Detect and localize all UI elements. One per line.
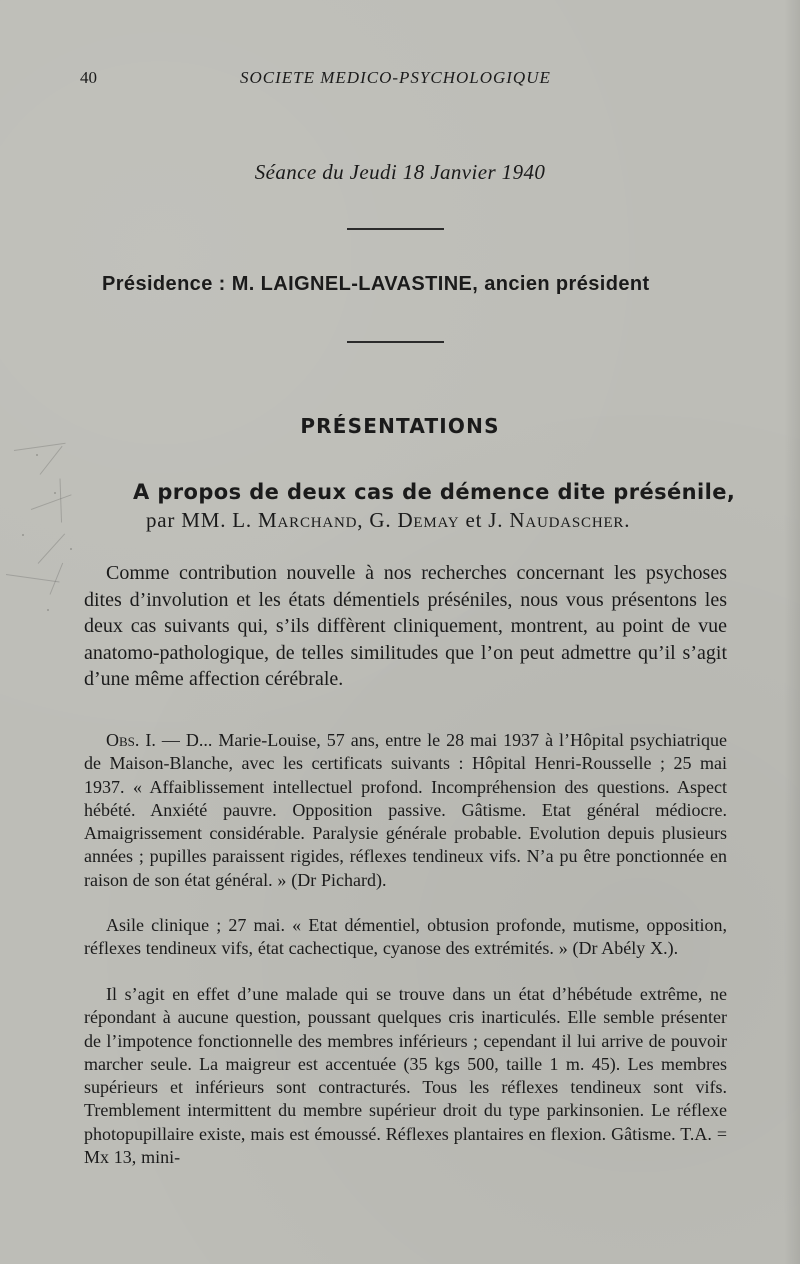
running-header	[80, 68, 720, 92]
margin-mark-line	[31, 494, 72, 510]
clinical-paragraph: Il s’agit en effet d’une malade qui se trouve dans un état d’hébétude extrême, ne répondant à aucune question, poussant quelques cris inarticulés. Elle semble présenter de l’impotence fonctionnelle des membres inférieurs ; cependant il lui arrive de pouvoir marcher seule. La maigreur est accentuée (35 kgs 500, taille 1 m. 45). Les membres supérieurs et inférieurs sont contracturés. Tous les réflexes tendineux sont vifs. Tremblement intermittent du membre supérieur droit du type parkinsonien. Le réflexe photopupillaire existe, mais est émoussé. Réflexes plantaires en flexion. Gâtisme. T.A. = Mx 13, mini-	[84, 984, 727, 1168]
margin-mark-line	[40, 446, 63, 475]
observation-label: Obs. I.	[106, 730, 156, 750]
authors-separator: , G.	[357, 508, 398, 532]
session-title: Séance du Jeudi 18 Janvier 1940	[254, 160, 546, 184]
separator-rule-bottom	[347, 341, 444, 343]
presidency-line: Présidence : M. LAIGNEL-LAVASTINE, ancien président	[102, 273, 650, 295]
authors-prefix: par MM. L.	[146, 508, 259, 532]
page-number: 40	[80, 68, 97, 87]
margin-mark-line	[60, 478, 63, 522]
observation-paragraph	[84, 729, 727, 892]
margin-mark-line	[38, 533, 66, 563]
margin-mark-dot	[54, 492, 56, 494]
author-demay: Demay	[397, 508, 460, 532]
introduction-paragraph: Comme contribution nouvelle à nos recherches concernant les psychoses dites d’involution et les états démentiels préséniles, nous vous présentons les deux cas suivants qui, s’ils diffèrent cliniquement, montrent, au point de vue anatomo-pathologique, de telles similitudes que l’on peut admettre qu’il s’agit d’une même affection cérébrale.	[84, 562, 727, 690]
authors-suffix: .	[624, 508, 631, 532]
section-heading: PRÉSENTATIONS	[300, 414, 500, 438]
margin-mark-dot	[70, 548, 72, 550]
author-marchand: Marchand	[258, 508, 358, 532]
margin-mark-line	[6, 574, 60, 583]
observation-text: — D... Marie-Louise, 57 ans, entre le 28 mai 1937 à l’Hôpital psychiatrique de Maison-Blanche, avec les certificats suivants : Hôpital Henri-Rousselle ; 25 mai 1937. « Affaiblissement intellectuel profond. Incompréhension des questions. Aspect hébété. Anxiété pauvre. Opposition passive. Gâtisme. Etat général médiocre. Amaigrissement considérable. Paralysie générale probable. Evolution depuis plusieurs années ; pupilles paraissent rigides, réflexes tendineux vifs. N’a pu être ponctionnée en raison de son état général. » (Dr Pichard).	[84, 730, 727, 890]
margin-mark-line	[50, 563, 64, 595]
article-title: A propos de deux cas de démence dite présénile,	[133, 480, 736, 504]
page-edge-shadow	[784, 0, 800, 1264]
authors-separator: et J.	[459, 508, 510, 532]
running-title: SOCIETE MEDICO-PSYCHOLOGIQUE	[240, 68, 551, 87]
author-naudascher: Naudascher	[509, 508, 625, 532]
article-authors	[146, 508, 706, 533]
asile-paragraph: Asile clinique ; 27 mai. « Etat démentiel, obtusion profonde, mutisme, opposition, réflexes tendineux vifs, état cachectique, cyanose des extrémités. » (Dr Abély X.).	[84, 915, 727, 959]
margin-mark-dot	[22, 534, 24, 536]
margin-mark-dot	[47, 609, 49, 611]
separator-rule-top	[347, 228, 444, 230]
margin-mark-dot	[36, 454, 38, 456]
